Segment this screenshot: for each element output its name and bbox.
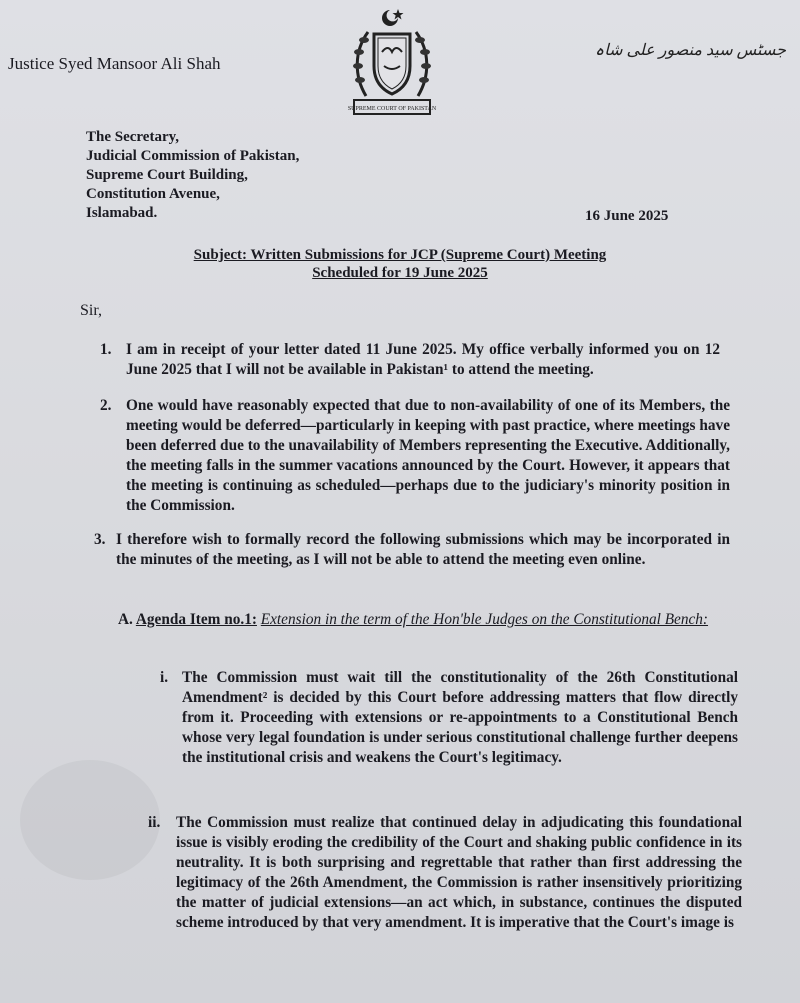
subpoint-text: The Commission must realize that continued delay in adjudicating this foundational issue is visibly eroding the credibility of the Court and shaking public confidence in its neutrality. It is both surprising and regrettable that rather than first addressing the legitimacy of the 26th Amendment, the Commission is rather insensitively prioritizing the matter of judicial extensions—an act which, in substance, continues the disputed scheme introduced by that very amendment. It is imperative that the Court's image is — [176, 814, 742, 931]
supreme-court-emblem-icon — [346, 6, 438, 118]
paragraph-number: 3. — [94, 531, 106, 548]
subpoint-ii — [148, 813, 742, 933]
judge-name-urdu: جسٹس سید منصور علی شاہ — [594, 42, 786, 59]
agenda-title: Extension in the term of the Hon'ble Judges on the Constitutional Bench: — [260, 611, 709, 628]
subpoint-number: ii. — [148, 814, 161, 831]
address-line: Islamabad. — [86, 205, 158, 221]
emblem-caption: SUPREME COURT OF PAKISTAN — [347, 106, 437, 112]
judge-name: Justice Syed Mansoor Ali Shah — [8, 54, 221, 73]
address-line: Judicial Commission of Pakistan, — [86, 148, 300, 164]
letter-date: 16 June 2025 — [585, 208, 669, 224]
subpoint-number: i. — [160, 669, 169, 686]
subpoint-text: The Commission must wait till the constitutionality of the 26th Constitutional Amendment² is decided by this Court before addressing matters that flow directly from it. Proceeding with extensions or re-appointments to a Constitutional Bench whose very legal foundation is under serious constitutional challenge further deepens the institutional crisis and weakens the Court's legitimacy. — [182, 669, 738, 766]
salutation: Sir, — [80, 302, 103, 319]
paragraph-3 — [94, 530, 730, 570]
paragraph-text: I therefore wish to formally record the following submissions which may be incorporated in the minutes of the meeting, as I will not be able to attend the meeting even online. — [116, 531, 730, 568]
address-line: Constitution Avenue, — [86, 186, 220, 202]
agenda-label: Agenda Item no.1: — [135, 611, 257, 628]
subject-line-2: Scheduled for 19 June 2025 — [312, 265, 488, 281]
address-line: Supreme Court Building, — [86, 167, 248, 183]
subject-line — [150, 246, 650, 282]
paragraph-1 — [100, 340, 720, 380]
paper-stain — [20, 760, 160, 880]
paragraph-text: One would have reasonably expected that due to non-availability of one of its Members, the meeting would be deferred—particularly in keeping with past practice, where meetings have been deferred due to the unavailability of Members representing the Executive. Additionally, the meeting falls in the summer vacations announced by the Court. However, it appears that the meeting is continuing as scheduled—perhaps due to the judiciary's minority position in the Commission. — [126, 397, 730, 514]
paragraph-number: 1. — [100, 341, 112, 358]
paragraph-number: 2. — [100, 397, 112, 414]
agenda-letter: A. — [118, 611, 133, 628]
subpoint-i — [160, 668, 738, 768]
recipient-address — [86, 128, 299, 223]
paragraph-2 — [100, 396, 730, 516]
address-line: The Secretary, — [86, 129, 180, 145]
paragraph-text: I am in receipt of your letter dated 11 June 2025. My office verbally informed you on 12 June 2025 that I will not be available in Pakistan¹ to attend the meeting. — [126, 341, 720, 378]
agenda-item-heading — [118, 610, 732, 630]
subject-line-1: Subject: Written Submissions for JCP (Supreme Court) Meeting — [193, 247, 607, 263]
